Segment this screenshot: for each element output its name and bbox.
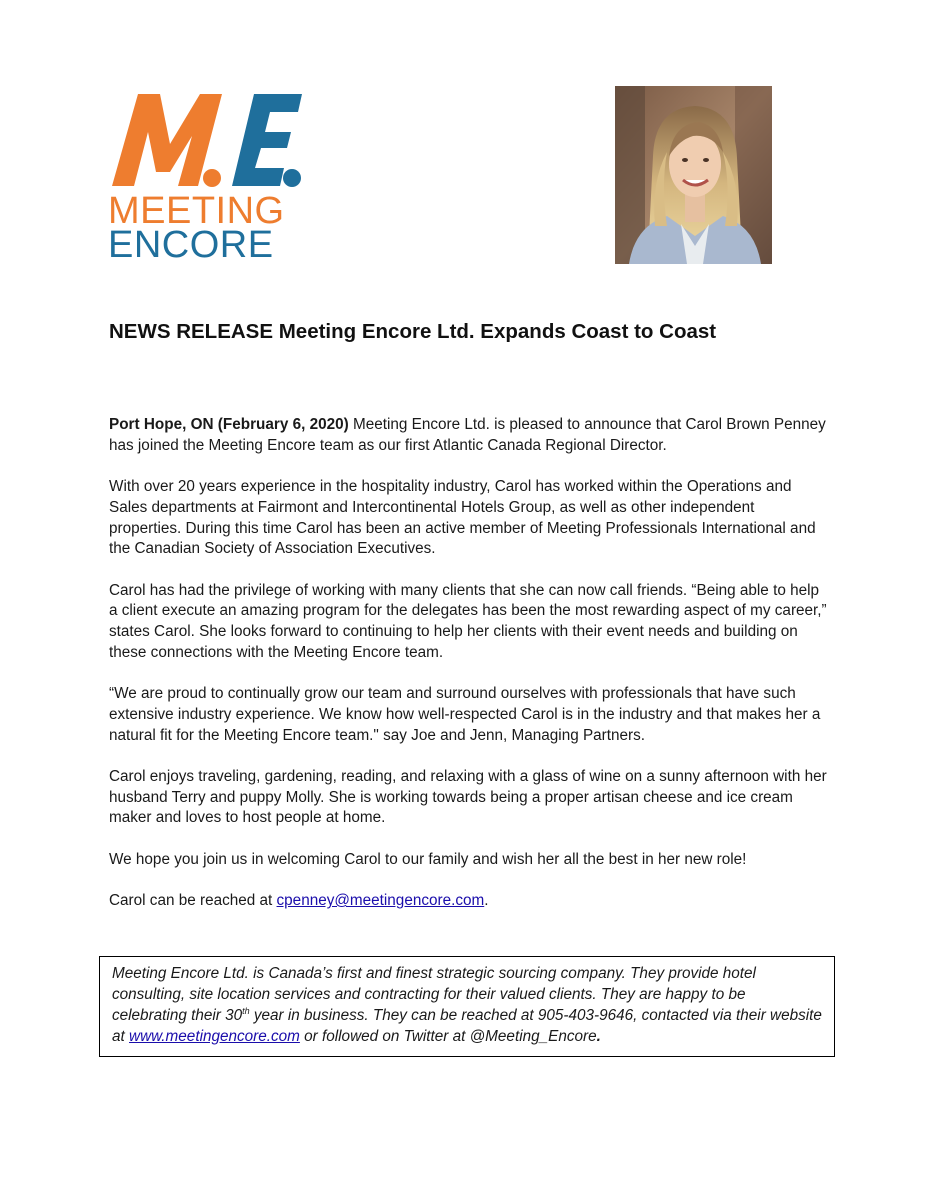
about-text-3: or followed on Twitter at @Meeting_Encore <box>299 1028 597 1045</box>
about-end: . <box>596 1028 601 1045</box>
article-body <box>109 415 829 932</box>
company-logo <box>108 84 303 264</box>
about-text-2: year in business. They can be reached at 905-403-9646, contacted via their website at <box>112 1007 822 1045</box>
website-link[interactable]: www.meetingencore.com <box>129 1028 300 1045</box>
contact-suffix: . <box>484 892 489 910</box>
contact-prefix: Carol can be reached at <box>109 892 277 910</box>
me-logo-mark-icon <box>108 84 303 192</box>
paragraph-welcome: We hope you join us in welcoming Carol to our family and wish her all the best in her new role! <box>109 850 747 868</box>
paragraph-experience: With over 20 years experience in the hospitality industry, Carol has worked within the Operations and Sales departments at Fairmont and Intercontinental Hotels Group, as well as other independent properties. During this time Carol has been an active member of Meeting Professionals International and the Canadian Society of Association Executives. <box>109 478 816 558</box>
paragraph-quote: “We are proud to continually grow our team and surround ourselves with professionals that have such extensive industry experience. We know how well-respected Carol is in the industry and that makes her a natural fit for the Meeting Encore team." say Joe and Jenn, Managing Partners. <box>109 685 821 744</box>
logo-word-encore: ENCORE <box>108 224 274 266</box>
company-about-box <box>99 956 835 1057</box>
about-superscript: th <box>242 1005 250 1016</box>
dateline: Port Hope, ON (February 6, 2020) <box>109 416 349 433</box>
page-title: NEWS RELEASE Meeting Encore Ltd. Expands Coast to Coast <box>109 320 717 343</box>
portrait-image <box>615 86 772 264</box>
paragraph-intro-text: Meeting Encore Ltd. is pleased to announce that Carol Brown Penney has joined the Meeting Encore team as our first Atlantic Canada Regional Director. <box>109 416 826 454</box>
about-text-1: Meeting Encore Ltd. is Canada’s first and finest strategic sourcing company. They provide hotel consulting, site location services and contracting for their valued clients. They are happy to be celebrating their 30 <box>112 965 756 1024</box>
paragraph-intro <box>109 415 829 456</box>
paragraph-personal: Carol enjoys traveling, gardening, reading, and relaxing with a glass of wine on a sunny afternoon with her husband Terry and puppy Molly. She is working towards being a proper artisan cheese and ice cream maker and loves to host people at home. <box>109 767 827 827</box>
portrait-photo <box>615 86 772 264</box>
paragraph-clients: Carol has had the privilege of working with many clients that she can now call friends. “Being able to help a client execute an amazing program for the delegates has been the most rewarding aspect of my career,” states Carol. She looks forward to continuing to help her clients with their event needs and building on these connections with the Meeting Encore team. <box>109 581 827 661</box>
logo-word-meeting: MEETING <box>108 190 285 232</box>
paragraph-contact <box>109 891 829 912</box>
email-link[interactable]: cpenney@meetingencore.com <box>276 892 485 910</box>
